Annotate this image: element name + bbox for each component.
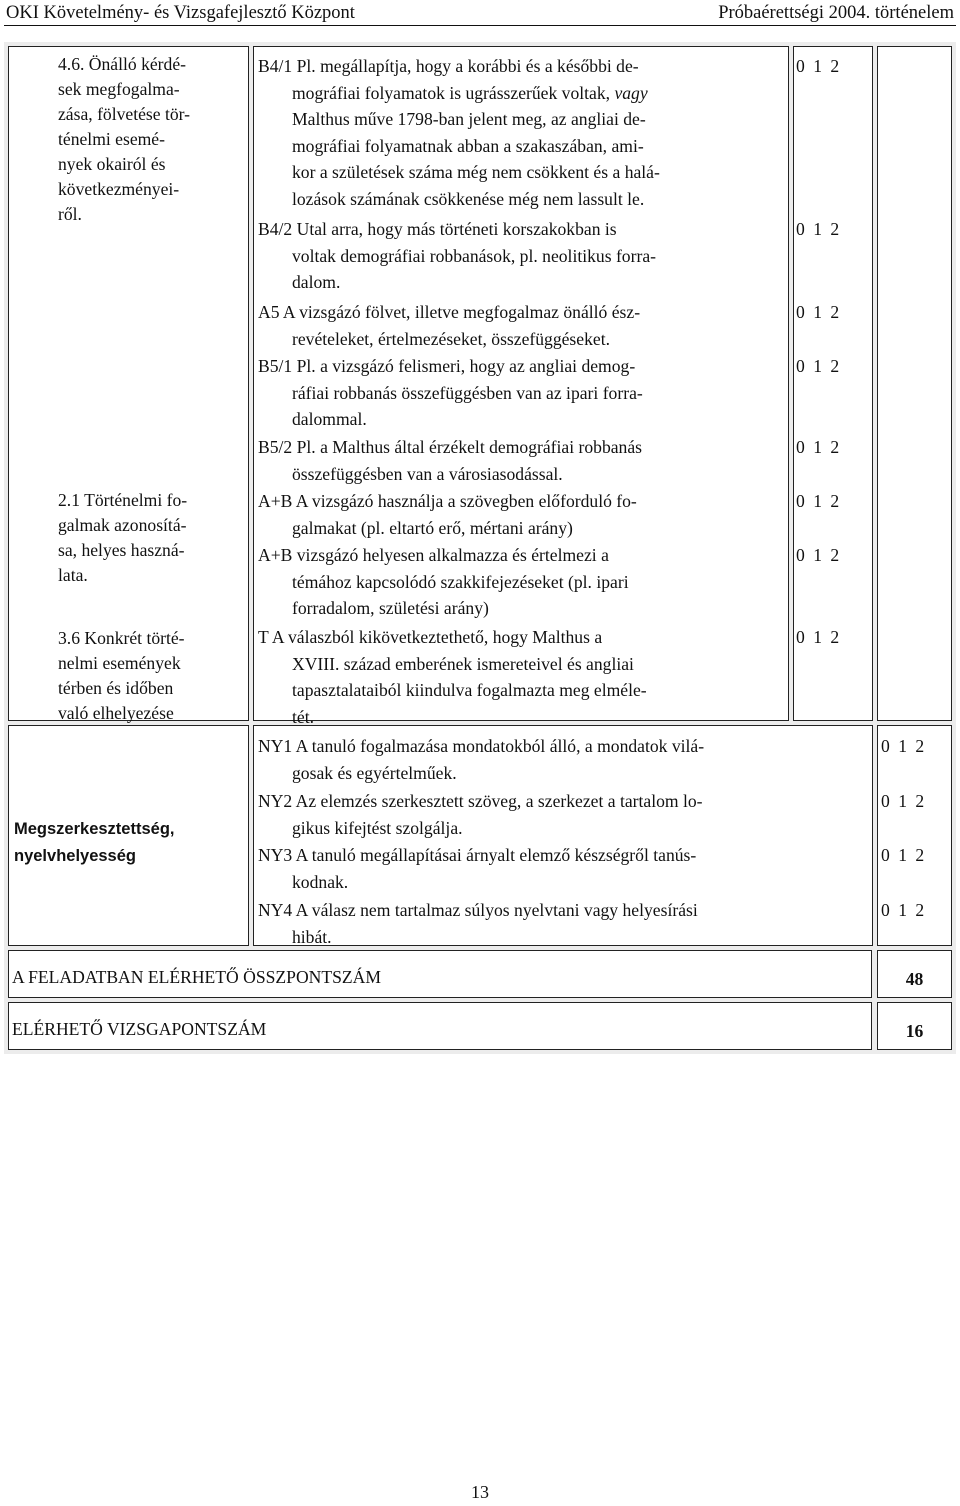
score-b5-2: 0 1 2	[796, 437, 840, 457]
total-points-value: 48	[905, 969, 924, 989]
item-ab-1: A+B A vizsgázó használja a szövegben előforduló fo- galmakat (pl. eltartó erő, mértani arány)	[258, 491, 637, 538]
page-number: 13	[471, 1482, 489, 1502]
header-rule	[4, 25, 956, 26]
header-exam-title: Próbaérettségi 2004. történelem	[718, 3, 954, 23]
score-a5: 0 1 2	[796, 302, 840, 322]
score-ny2: 0 1 2	[881, 791, 925, 811]
score-ny1: 0 1 2	[881, 736, 925, 756]
criterion-2-1: 2.1 Történelmi fo- galmak azonosítá- sa, helyes haszná- lata.	[58, 490, 188, 585]
score-ny4: 0 1 2	[881, 900, 925, 920]
item-ny3: NY3 A tanuló megállapításai árnyalt elemző készségről tanús- kodnak.	[258, 845, 697, 892]
page-header	[0, 0, 960, 28]
item-b5-1: B5/1 Pl. a vizsgázó felismeri, hogy az angliai demog- ráfiai robbanás összefüggésben van az ipari forra- dalommal.	[258, 356, 643, 429]
score-cell	[793, 46, 873, 721]
item-b4-1: B4/1 Pl. megállapítja, hogy a korábbi és a későbbi de- mográfiai folyamatok is ugrásszerűek voltak, vagy Malthus műve 1798-ban jelent meg, az angliai de- mográfiai folyamatnak abban a szakaszában, ami- kor a születések száma még nem csökkent és a halá- lozások számának csökkenése még nem lassult le.	[258, 56, 660, 209]
item-ny4: NY4 A válasz nem tartalmaz súlyos nyelvtani vagy helyesírási hibát.	[258, 900, 698, 947]
criterion-4-6: 4.6. Önálló kérdé- sek megfogalma- zása, fölvetése tör- ténelmi esemé- nyek okairól és következményei- ről.	[58, 54, 191, 224]
empty-score-cell	[877, 46, 952, 721]
item-ny1: NY1 A tanuló fogalmazása mondatokból álló, a mondatok vilá- gosak és egyértelműek.	[258, 736, 705, 783]
score-b5-1: 0 1 2	[796, 356, 840, 376]
exam-points-value: 16	[905, 1021, 924, 1041]
item-ab-2: A+B vizsgázó helyesen alkalmazza és értelmezi a témához kapcsolódó szakkifejezéseket (pl. ipari forradalom, születési arány)	[258, 545, 629, 618]
item-a5: A5 A vizsgázó fölvet, illetve megfogalmaz önálló ész- revételeket, értelmezéseket, összefüggéseket.	[258, 302, 641, 349]
exam-points-label: ELÉRHETŐ VIZSGAPONTSZÁM	[12, 1019, 267, 1039]
item-ny2: NY2 Az elemzés szerkesztett szöveg, a szerkezet a tartalom lo- gikus kifejtést szolgálja.	[258, 791, 703, 838]
score-ab-1: 0 1 2	[796, 491, 840, 511]
item-b5-2: B5/2 Pl. a Malthus által érzékelt demográfiai robbanás összefüggésben van a városiasodással.	[258, 437, 643, 484]
score-b4-1: 0 1 2	[796, 56, 840, 76]
score-b4-2: 0 1 2	[796, 219, 840, 239]
total-points-label: A FELADATBAN ELÉRHETŐ ÖSSZPONTSZÁM	[12, 967, 381, 987]
item-t: T A válaszból kikövetkeztethető, hogy Malthus a XVIII. század emberének ismereteivel és angliai tapasztalataiból kiindulva fogalmazta meg elméle- tét.	[258, 627, 647, 727]
score-ny3: 0 1 2	[881, 845, 925, 865]
criterion-language: Megszerkesztettség, nyelvhelyesség	[14, 820, 175, 865]
header-organization: OKI Követelmény- és Vizsgafejlesztő Központ	[6, 3, 355, 23]
item-b4-2: B4/2 Utal arra, hogy más történeti korszakokban is voltak demográfiai robbanások, pl. neolitikus forra- dalom.	[258, 219, 656, 292]
score-ab-2: 0 1 2	[796, 545, 840, 565]
score-t: 0 1 2	[796, 627, 840, 647]
criterion-3-6: 3.6 Konkrét törté- nelmi események térben és időben való elhelyezése	[58, 628, 185, 723]
